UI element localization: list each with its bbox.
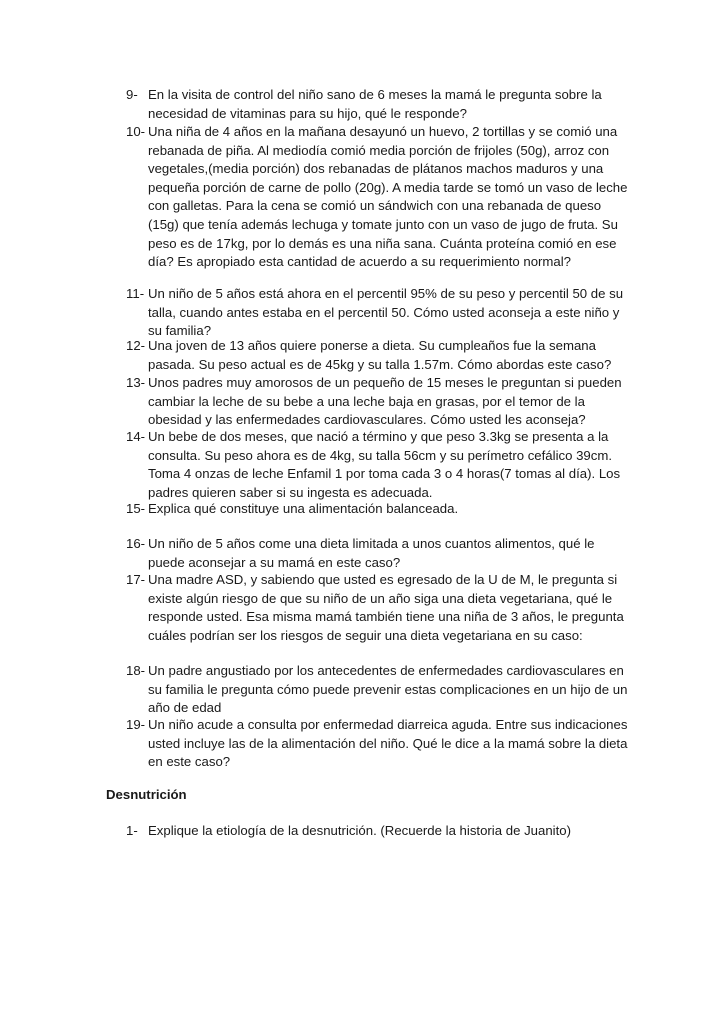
item-number: 17- [126,572,146,587]
item-text: Una madre ASD, y sabiendo que usted es egresado de la U de M, le pregunta si existe algún riesgo de que su niño de un año siga una dieta vegetariana, qué le responde usted. Esa misma mamá también tiene una niña de 3 años, le pregunta cuáles podrían ser los riesgos de seguir una dieta vegetariana en su caso: [148,572,624,643]
item-text: Una joven de 13 años quiere ponerse a dieta. Su cumpleaños fue la semana pasada. Su peso actual es de 45kg y su talla 1.57m. Cómo abordas este caso? [148,338,612,372]
item-number: 13- [126,375,146,390]
item-number: 14- [126,429,146,444]
item-text: Un bebe de dos meses, que nació a término y que peso 3.3kg se presenta a la consulta. Su peso ahora es de 4kg, su talla 56cm y su perímetro cefálico 39cm. Toma 4 onzas de leche Enfamil 1 por toma cada 3 o 4 horas(7 tomas al día). Los padres quieren saber si su ingesta es adecuada. [148,429,621,500]
item-number: 18- [126,663,146,678]
list-item [128,571,628,645]
item-text: Una niña de 4 años en la mañana desayunó un huevo, 2 tortillas y se comió una rebanada de piña. Al mediodía comió media porción de frijoles (50g), arroz con vegetales,(media porción) dos rebanadas de plátanos machos maduros y una pequeña porción de carne de pollo (20g). A media tarde se tomó un vaso de leche con galletas. Para la cena se comió un sándwich con una rebanada de queso (15g) que tenía además lechuga y tomate junto con un vaso de jugo de fruta. Su peso es de 17kg, por lo demás es una niña sana. Cuánta proteína comió en ese día? Es apropiado esta cantidad de acuerdo a su requerimiento normal? [148,124,628,270]
list-item [128,285,628,341]
item-text: Un niño de 5 años está ahora en el percentil 95% de su peso y percentil 50 de su talla, cuando antes estaba en el percentil 50. Cómo usted aconseja a este niño y su familia? [148,286,624,339]
item-text: Unos padres muy amorosos de un pequeño de 15 meses le preguntan si pueden cambiar la leche de su bebe a una leche baja en grasas, por el temor de la obesidad y las enfermedades cardiovasculares. Cómo usted les aconseja? [148,375,622,428]
list-item [128,428,628,502]
item-number: 15- [126,501,146,516]
item-number: 1- [126,823,138,838]
list-item [128,337,628,374]
list-item [128,86,628,123]
list-item [128,500,628,519]
item-text: Un niño de 5 años come una dieta limitada a unos cuantos alimentos, qué le puede aconsejar a su mamá en este caso? [148,536,595,570]
list-item [128,662,628,718]
list-item [128,822,628,841]
item-text: Explique la etiología de la desnutrición. (Recuerde la historia de Juanito) [148,823,571,838]
item-text: Un niño acude a consulta por enfermedad diarreica aguda. Entre sus indicaciones usted incluye las de la alimentación del niño. Qué le dice a la mamá sobre la dieta en este caso? [148,717,628,770]
section-heading: Desnutrición [106,787,187,802]
item-text: En la visita de control del niño sano de 6 meses la mamá le pregunta sobre la necesidad de vitaminas para su hijo, qué le responde? [148,87,602,121]
item-number: 12- [126,338,146,353]
item-number: 19- [126,717,146,732]
list-item [128,716,628,772]
list-item [128,374,628,430]
item-number: 9- [126,87,138,102]
item-number: 10- [126,124,146,139]
list-item [128,535,628,572]
item-text: Explica qué constituye una alimentación balanceada. [148,501,459,516]
list-item [128,123,628,272]
item-number: 16- [126,536,146,551]
item-text: Un padre angustiado por los antecedentes de enfermedades cardiovasculares en su familia le pregunta cómo puede prevenir estas complicaciones en un hijo de un año de edad [148,663,628,716]
item-number: 11- [126,286,145,301]
